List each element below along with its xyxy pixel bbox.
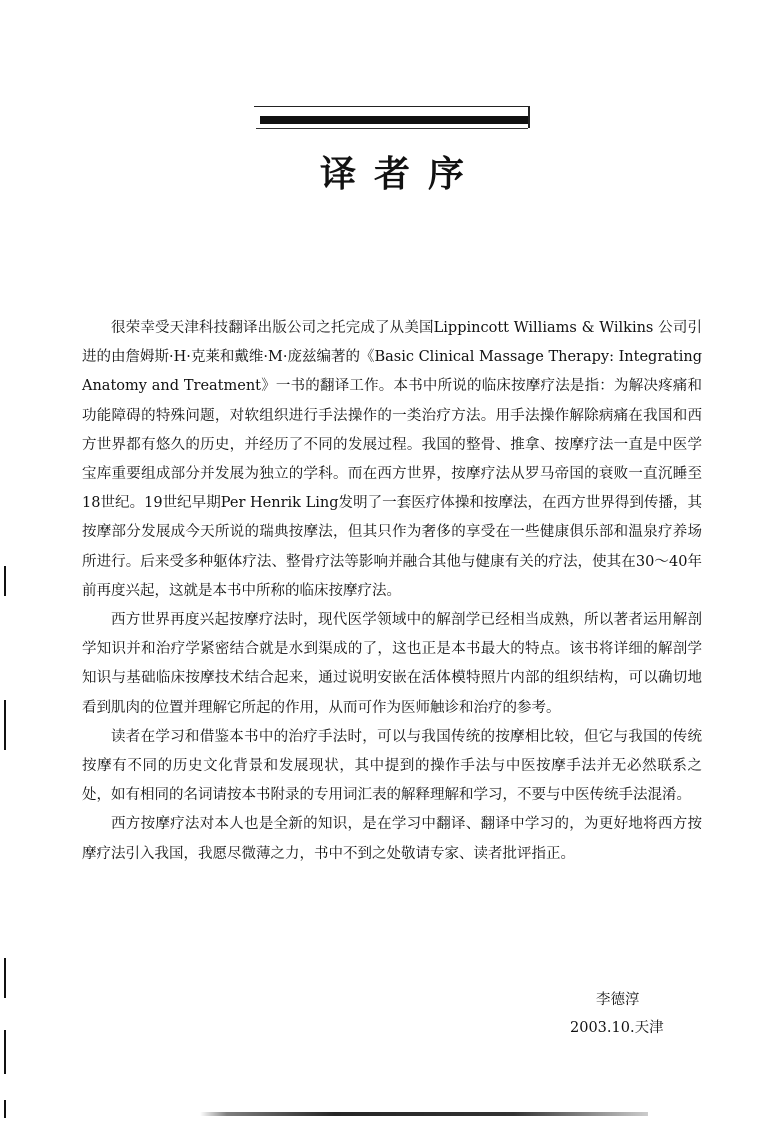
paragraph-1: 很荣幸受天津科技翻译出版公司之托完成了从美国Lippincott Williams & Wilkins 公司引进的由詹姆斯·H·克莱和戴维·M·庞兹编著的《Basic Clinical Massage Therapy: Integrating Anatomy and Treatment》一书的翻译工作。本书中所说的临床按摩疗法是指：为解决疼痛和功能障碍的特殊问题，对软组织进行手法操作的一类治疗方法。用手法操作解除病痛在我国和西方世界都有悠久的历史，并经历了不同的发展过程。我国的整骨、推拿、按摩疗法一直是中医学宝库重要组成部分并发展为独立的学科。而在西方世界，按摩疗法从罗马帝国的衰败一直沉睡至18世纪。19世纪早期Per Henrik Ling发明了一套医疗体操和按摩法，在西方世界得到传播，其按摩部分发展成今天所说的瑞典按摩法，但其只作为奢侈的享受在一些健康俱乐部和温泉疗养场所进行。后来受多种躯体疗法、整骨疗法等影响并融合其他与健康有关的疗法，使其在30～40年前再度兴起，这就是本书中所称的临床按摩疗法。 — [82, 320, 702, 599]
scan-mark-left-3 — [4, 958, 6, 998]
scan-mark-left-1 — [4, 566, 6, 596]
header-rule-thick-bar — [260, 116, 528, 124]
signature-block — [540, 986, 690, 1042]
preface-body — [82, 314, 702, 869]
scan-bottom-smudge — [200, 1112, 648, 1116]
header-rule-right-tick — [528, 106, 530, 128]
scan-mark-left-5 — [4, 1100, 6, 1118]
page-title: 译者序 — [319, 154, 482, 195]
scan-mark-left-4 — [4, 1030, 6, 1074]
paragraph-4: 西方按摩疗法对本人也是全新的知识，是在学习中翻译、翻译中学习的，为更好地将西方按摩疗法引入我国，我愿尽微薄之力，书中不到之处敬请专家、读者批评指正。 — [82, 816, 702, 862]
header-rule-thin-top — [254, 106, 528, 107]
translator-name: 李德淳 — [596, 992, 640, 1008]
header-rule-thin-bottom — [256, 128, 528, 129]
scan-mark-left-2 — [4, 700, 6, 750]
paragraph-3: 读者在学习和借鉴本书中的治疗手法时，可以与我国传统的按摩相比较，但它与我国的传统按摩有不同的历史文化背景和发展现状，其中提到的操作手法与中医按摩手法并无必然联系之处，如有相同的名词请按本书附录的专用词汇表的解释理解和学习，不要与中医传统手法混淆。 — [82, 728, 702, 804]
paragraph-2: 西方世界再度兴起按摩疗法时，现代医学领域中的解剖学已经相当成熟，所以著者运用解剖学知识并和治疗学紧密结合就是水到渠成的了，这也正是本书最大的特点。该书将详细的解剖学知识与基础临床按摩技术结合起来，通过说明安嵌在活体模特照片内部的组织结构，可以确切地看到肌肉的位置并理解它所起的作用，从而可作为医师触诊和治疗的参考。 — [82, 612, 702, 716]
signature-date-place: 2003.10.天津 — [570, 1020, 664, 1036]
header-decorative-rule — [254, 104, 534, 130]
